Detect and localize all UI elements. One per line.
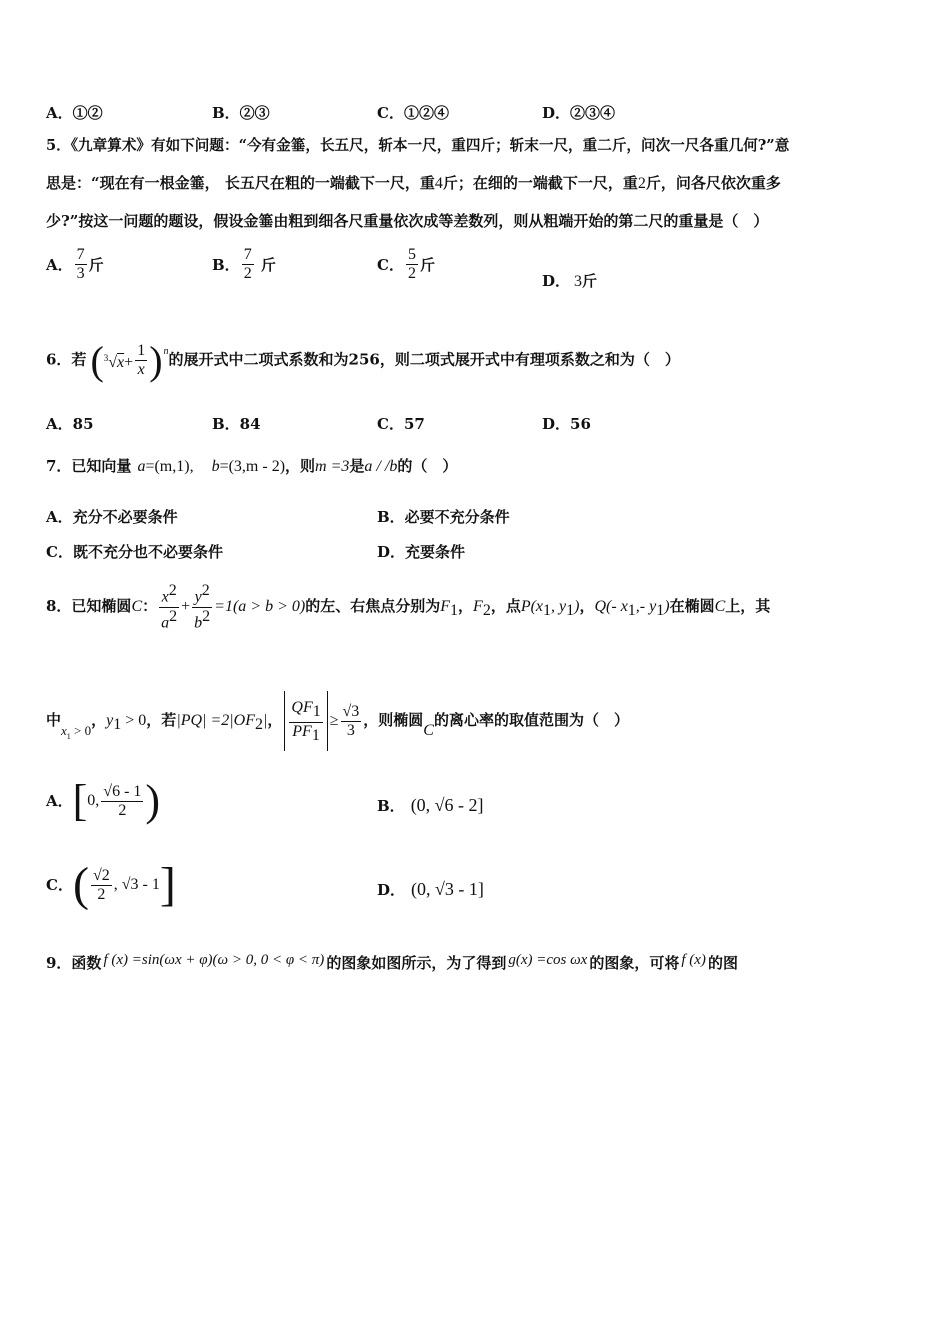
q6-option-a: A．85 — [46, 415, 94, 433]
q8-y-fraction: $\frac{y^2}{b^2}$ — [194, 582, 211, 631]
q6-binomial: ($^3$√x+ $\frac{1}{x}$ ) n — [90, 337, 169, 383]
q7-option-c: C．既不充分也不必要条件 — [46, 543, 223, 561]
q5-line-3: 少?”按这一问题的题设，假设金箠由粗到细各尺重量依次成等差数列，则从粗端开始的第二尺的重量是（ ） — [46, 212, 769, 230]
q6-option-d: D．56 — [542, 415, 591, 433]
q4-option-b: B．②③ — [212, 104, 270, 122]
q8-option-d: D． (0, √3 - 1] — [377, 879, 484, 899]
q8-ratio: $\frac{QF_1}{PF_1}$ — [284, 691, 327, 751]
q6-option-b: B．84 — [212, 415, 261, 433]
q4-option-d: D．②③④ — [542, 104, 616, 122]
q9-stem: 9．函数 f (x) =sin(ωx + φ)(ω > 0, 0 < φ < π) 的图象如图所示，为了得到 g(x) =cos ωx 的图象，可将 f (x) 的图 — [46, 952, 738, 972]
q4-option-a: A．①② — [46, 104, 103, 122]
q7-option-b: B．必要不充分条件 — [377, 508, 510, 526]
q7-stem: 7．已知向量 a=(m,1), b=(3,m - 2)，则m =3是a / /b的（ ） — [46, 457, 458, 475]
q8-x-fraction: $\frac{x^2}{a^2}$ — [161, 582, 178, 631]
q5-line-1: 5．《九章算术》有如下问题：“今有金箠，长五尺，斩本一尺，重四斤；斩末一尺，重二斤，问次一尺各重几何?”意 — [46, 137, 790, 154]
q7-option-a: A．充分不必要条件 — [46, 508, 178, 526]
q8-stem-line-1: 8．已知椭圆C： $\frac{x^2}{a^2}$ + $\frac{y^2}{b^2}$ =1(a > b > 0)的左、右焦点分别为$F_1$，$F_2$，点$P(x_1$, $y_1$)，Q(- $x_1,-$ $y_1$)在椭圆C上，其 — [46, 582, 771, 631]
q5-line-2: 思是：“现在有一根金箠， 长五尺在粗的一端截下一尺，重4斤；在细的一端截下一尺，重2斤，问各尺依次重多 — [46, 174, 781, 192]
q5-option-d: D． 3斤 — [542, 272, 598, 290]
q8-sqrt3-fraction: $\frac{√3}{3}$ — [342, 702, 360, 739]
q8-stem-line-2: 中$x_1 > 0$，$y_1 > 0$，若$|PQ| =2|OF_2|$， $\frac{QF_1}{PF_1}$ ≥ $\frac{√3}{3}$ ，则椭圆C的离心率的取值范围为（ ） — [46, 690, 629, 767]
q5-option-a: A． $\frac{7}{3}$ 斤 — [46, 246, 104, 282]
q8-option-c: C．( $\frac{√2}{2}$ , √3 - 1] — [46, 858, 176, 911]
q7-option-d: D．充要条件 — [377, 543, 466, 561]
q8-option-b: B． (0, √6 - 2] — [377, 795, 484, 815]
q5-option-b: B． $\frac{7}{2}$ 斤 — [212, 246, 276, 282]
q4-option-c: C．①②④ — [377, 104, 449, 122]
q6-stem: 6．若 ($^3$√x+ $\frac{1}{x}$ ) n 的展开式中二项式系数和为256，则二项式展开式中有理项系数之和为（ ） — [46, 332, 680, 389]
q6-option-c: C．57 — [377, 415, 425, 433]
q8-option-a: A．[0, $\frac{√6 - 1}{2}$ ) — [46, 776, 161, 825]
q5-option-c: C． $\frac{5}{2}$ 斤 — [377, 246, 435, 282]
q5-c-fraction: $\frac{5}{2}$ — [407, 246, 416, 282]
q5-a-fraction: $\frac{7}{3}$ — [76, 246, 85, 282]
q5-b-fraction: $\frac{7}{2}$ — [243, 246, 252, 282]
